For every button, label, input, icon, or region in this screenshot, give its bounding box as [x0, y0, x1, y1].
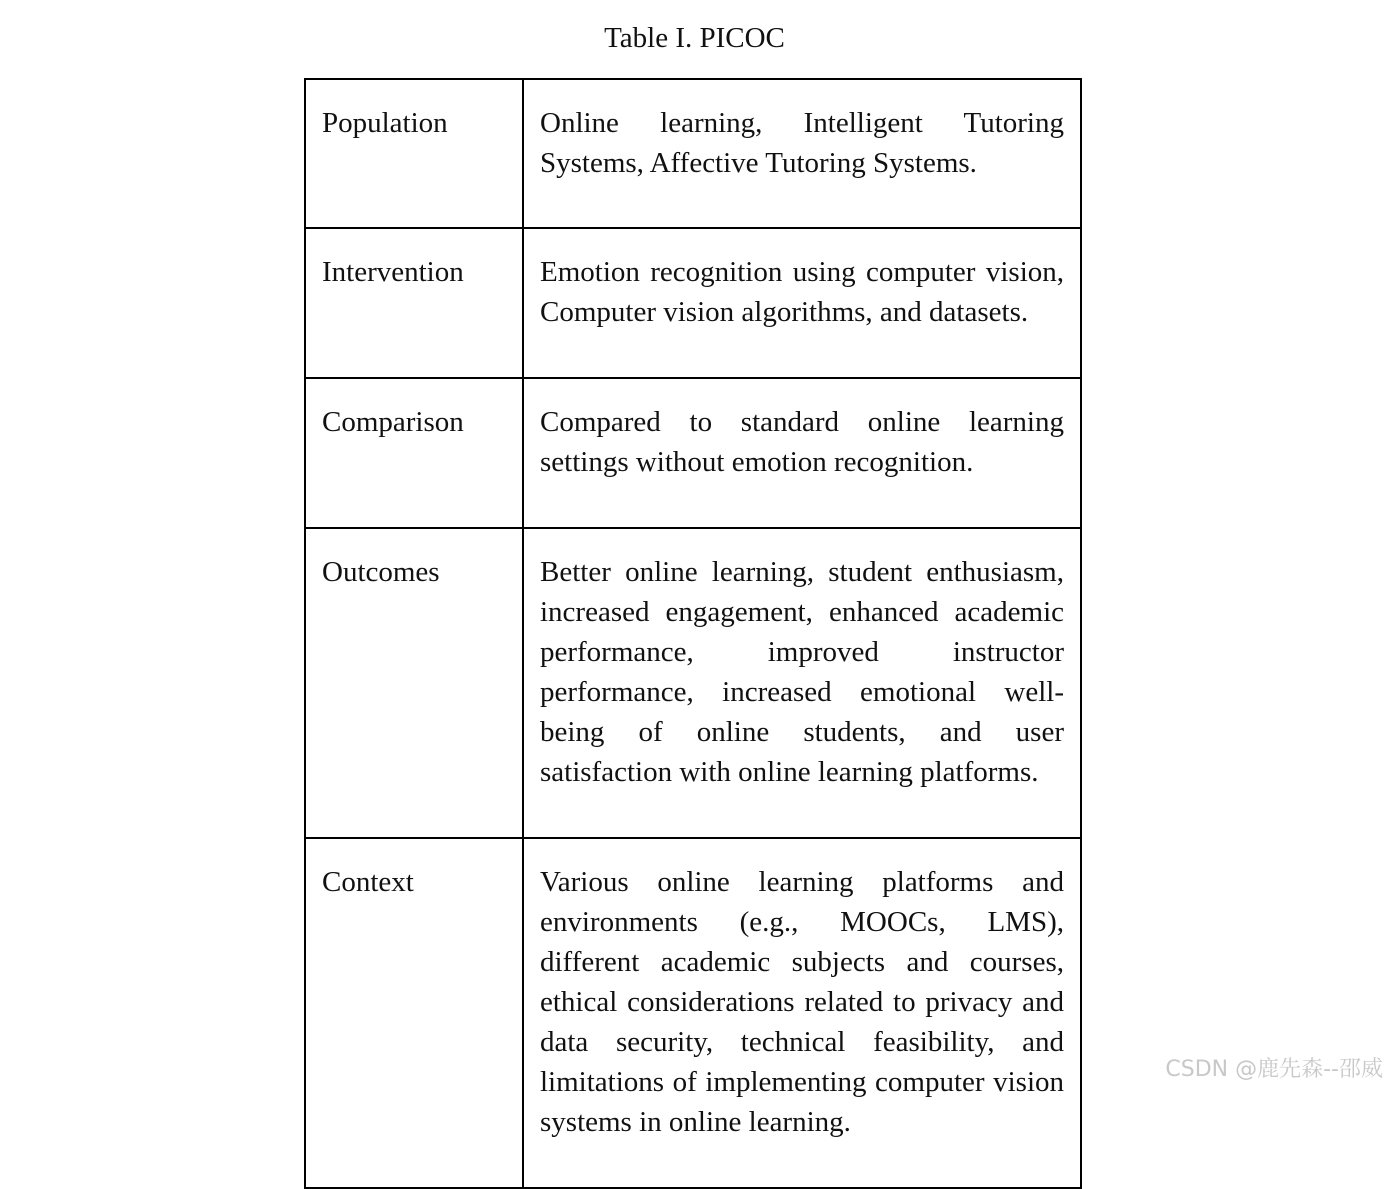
picoc-table — [304, 78, 1082, 1189]
row-description-population: Online learning, Intelligent Tutoring Systems, Affective Tutoring Systems. — [523, 79, 1081, 228]
table-row-outcomes — [305, 528, 1081, 838]
row-description-outcomes: Better online learning, student enthusiasm, increased engagement, enhanced academic performance, improved instructor performance, increased emotional well-being of online students, and user satisfaction with online learning platforms. — [523, 528, 1081, 838]
row-description-comparison: Compared to standard online learning settings without emotion recognition. — [523, 378, 1081, 528]
row-description-intervention: Emotion recognition using computer vision, Computer vision algorithms, and datasets. — [523, 228, 1081, 378]
row-description-context: Various online learning platforms and environments (e.g., MOOCs, LMS), different academic subjects and courses, ethical considerations related to privacy and data security, technical feasibility, and limitations of implementing computer vision systems in online learning. — [523, 838, 1081, 1188]
table-caption: Table I. PICOC — [604, 22, 785, 54]
table-row-context — [305, 838, 1081, 1188]
row-label-population: Population — [305, 79, 523, 228]
table-row-population — [305, 79, 1081, 228]
row-label-context: Context — [305, 838, 523, 1188]
watermark: CSDN @鹿先森--邵威 — [1165, 1057, 1383, 1082]
row-label-comparison: Comparison — [305, 378, 523, 528]
table-row-comparison — [305, 378, 1081, 528]
table-row-intervention — [305, 228, 1081, 378]
row-label-intervention: Intervention — [305, 228, 523, 378]
row-label-outcomes: Outcomes — [305, 528, 523, 838]
